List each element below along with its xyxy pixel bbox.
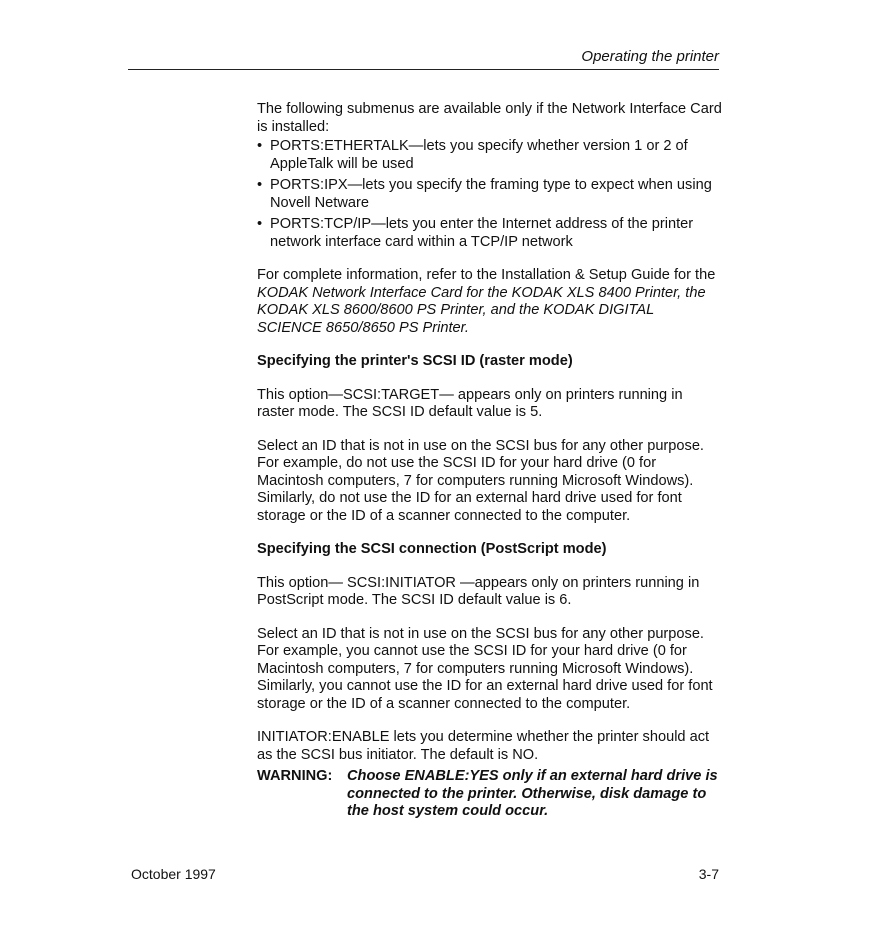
list-item <box>257 138 722 173</box>
postscript-select-paragraph: Select an ID that is not in use on the SCSI bus for any other purpose. For example, you cannot use the SCSI ID for your hard drive (0 for Macintosh computers, 7 for computers running Microsoft Windows). Similarly, you cannot use the ID for an external hard drive used for font storage or the ID of a scanner connected to the computer. <box>257 625 713 712</box>
initiator-enable-paragraph: INITIATOR:ENABLE lets you determine whether the printer should act as the SCSI bus initiator. The default is NO. <box>257 729 710 763</box>
running-header-title: Operating the printer <box>581 48 719 65</box>
list-item <box>257 177 722 212</box>
raster-select-paragraph: Select an ID that is not in use on the SCSI bus for any other purpose. For example, do not use the SCSI ID for your hard drive (0 for Macintosh computers, 7 for computers running Microsoft Windows). Similarly, do not use the ID for an external hard drive used for font storage or the ID of a scanner connected to the computer. <box>257 437 704 524</box>
page-number: 3-7 <box>698 866 719 882</box>
warning-block <box>257 768 722 821</box>
footer-date: October 1997 <box>131 866 216 882</box>
page-body <box>257 101 722 821</box>
submenu-list <box>257 138 722 251</box>
list-item-text: PORTS:TCP/IP—lets you enter the Internet address of the printer network interface card within a TCP/IP network <box>270 216 694 250</box>
list-item-text: PORTS:IPX—lets you specify the framing type to expect when using Novell Netware <box>270 177 712 211</box>
section-heading-raster: Specifying the printer's SCSI ID (raster mode) <box>257 353 573 369</box>
warning-label: WARNING: <box>257 768 333 784</box>
list-item-text: PORTS:ETHERTALK—lets you specify whether version 1 or 2 of AppleTalk will be used <box>270 138 688 172</box>
reference-paragraph <box>257 267 722 337</box>
warning-text: Choose ENABLE:YES only if an external hard drive is connected to the printer. Otherwise, disk damage to the host system could occur. <box>347 768 718 819</box>
bullet-icon: • <box>257 177 263 193</box>
list-item <box>257 216 722 251</box>
reference-guide-title: KODAK Network Interface Card for the KODAK XLS 8400 Printer, the KODAK XLS 8600/8600 PS Printer, and the KODAK DIGITAL SCIENCE 8650/8650 PS Printer. <box>257 284 706 336</box>
bullet-icon: • <box>257 138 263 154</box>
reference-lead: For complete information, refer to the Installation & Setup Guide for the <box>257 267 716 283</box>
bullet-icon: • <box>257 216 263 232</box>
postscript-option-paragraph: This option— SCSI:INITIATOR —appears only on printers running in PostScript mode. The SCSI ID default value is 6. <box>257 574 700 608</box>
header-divider <box>128 69 719 70</box>
intro-paragraph: The following submenus are available only if the Network Interface Card is installed: <box>257 101 722 135</box>
raster-option-paragraph: This option—SCSI:TARGET— appears only on printers running in raster mode. The SCSI ID default value is 5. <box>257 386 683 420</box>
section-heading-postscript: Specifying the SCSI connection (PostScript mode) <box>257 541 607 557</box>
